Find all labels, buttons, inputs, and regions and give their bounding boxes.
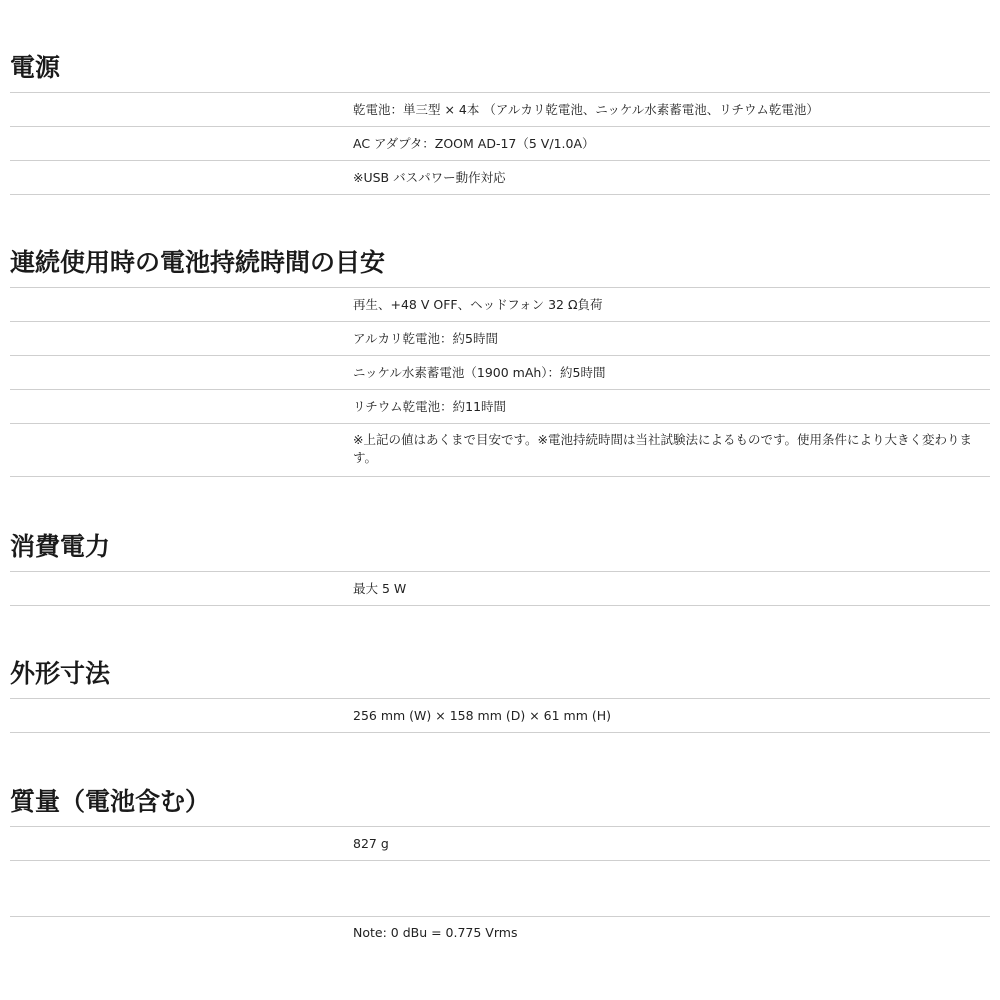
spec-row-battery-type xyxy=(10,93,990,127)
section-power xyxy=(10,48,990,195)
spec-value: 再生、+48 V OFF、ヘッドフォン 32 Ω負荷 xyxy=(353,296,603,312)
section-dimensions xyxy=(10,654,990,733)
spec-row-dimensions xyxy=(10,699,990,733)
spec-value: 827 g xyxy=(353,835,389,851)
spec-row-battery-disclaimer xyxy=(10,424,990,477)
spec-rows-power-consumption xyxy=(10,571,990,606)
spec-value: ニッケル水素蓄電池（1900 mAh）：約5時間 xyxy=(353,364,606,380)
spec-rows-weight xyxy=(10,826,990,861)
spec-row-max-power xyxy=(10,572,990,606)
spec-value: ※上記の値はあくまで目安です。※電池持続時間は当社試験法によるものです。使用条件により大きく変わります。 xyxy=(353,432,972,465)
spec-row-usb-power xyxy=(10,161,990,195)
note-block xyxy=(10,916,990,942)
section-title-power-consumption: 消費電力 xyxy=(10,532,111,561)
section-title-power: 電源 xyxy=(10,53,61,82)
spec-rows-battery-life xyxy=(10,287,990,477)
spec-value: AC アダプタ：ZOOM AD-17（5 V/1.0A） xyxy=(353,135,595,151)
section-battery-life xyxy=(10,243,990,477)
spec-row-weight xyxy=(10,827,990,861)
spec-value: ※USB バスパワー動作対応 xyxy=(353,169,506,185)
note-text: Note: 0 dBu = 0.775 Vrms xyxy=(353,925,518,940)
spec-value: 最大 5 W xyxy=(353,580,407,596)
section-title-weight: 質量（電池含む） xyxy=(10,787,211,816)
section-title-battery-life: 連続使用時の電池持続時間の目安 xyxy=(10,248,386,277)
section-weight xyxy=(10,782,990,861)
spec-row-test-condition xyxy=(10,288,990,322)
section-title-dimensions: 外形寸法 xyxy=(10,659,111,688)
spec-row-alkaline xyxy=(10,322,990,356)
spec-rows-dimensions xyxy=(10,698,990,733)
section-power-consumption xyxy=(10,527,990,606)
spec-row-lithium xyxy=(10,390,990,424)
spec-value: 256 mm (W) × 158 mm (D) × 61 mm (H) xyxy=(353,707,612,723)
spec-row-ac-adapter xyxy=(10,127,990,161)
spec-value: リチウム乾電池：約11時間 xyxy=(353,398,507,414)
spec-value: アルカリ乾電池：約5時間 xyxy=(353,330,498,346)
spec-row-nimh xyxy=(10,356,990,390)
spec-value: 乾電池：単三型 × 4本 （アルカリ乾電池、ニッケル水素蓄電池、リチウム乾電池） xyxy=(353,101,819,117)
spec-rows-power xyxy=(10,92,990,195)
